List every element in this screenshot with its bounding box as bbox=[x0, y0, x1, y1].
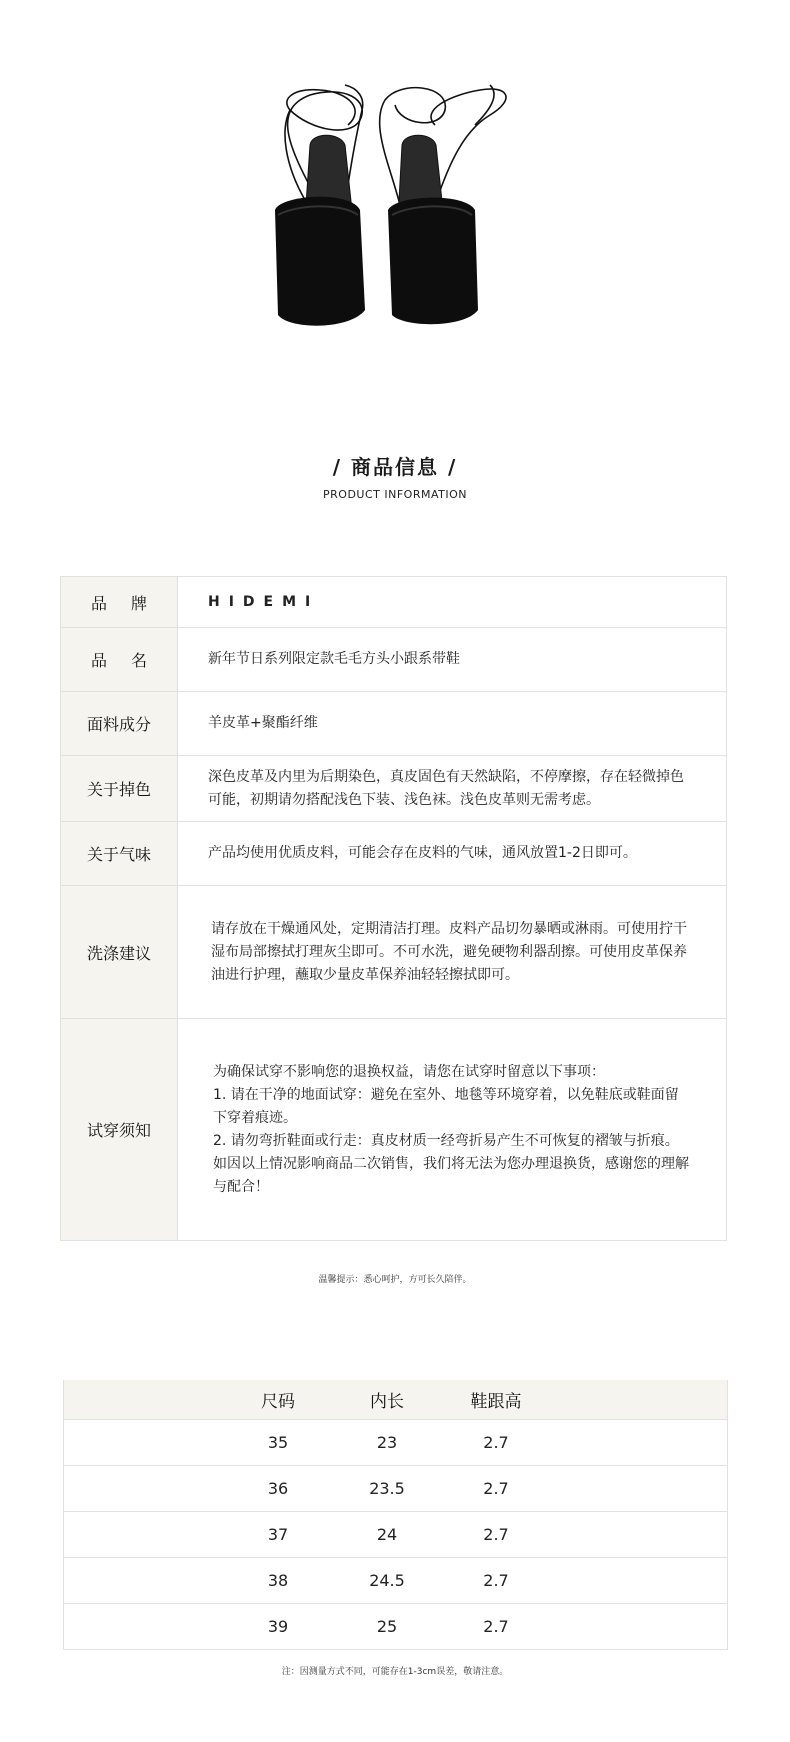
section-title-cn: / 商品信息 / bbox=[332, 455, 458, 479]
try-on-line: 1. 请在干净的地面试穿：避免在室外、地毯等环境穿着，以免鞋底或鞋面留下穿着痕迹。 bbox=[213, 1086, 679, 1126]
inner-length-cell: 23 bbox=[376, 1433, 398, 1452]
info-label: 面料成分 bbox=[61, 692, 178, 755]
info-row-name bbox=[61, 627, 726, 691]
info-row-try-on bbox=[61, 1018, 726, 1240]
info-label-text: 品牌 bbox=[90, 593, 171, 613]
care-value: 请存放在干燥通风处，定期清洁打理。皮料产品切勿暴晒或淋雨。可使用拧干湿布局部擦拭打理灰尘即可。不可水洗，避免硬物利器刮擦。可使用皮革保养油进行护理，蘸取少量皮革保养油轻轻擦拭即可。 bbox=[211, 920, 687, 983]
info-row-brand bbox=[61, 577, 726, 627]
info-row-odor bbox=[61, 821, 726, 885]
table-row bbox=[64, 1419, 727, 1465]
info-label: 洗涤建议 bbox=[61, 886, 178, 1018]
inner-length-cell: 24.5 bbox=[369, 1571, 405, 1590]
header-heel-height: 鞋跟高 bbox=[470, 1392, 522, 1412]
info-label bbox=[61, 628, 178, 691]
inner-length-cell: 23.5 bbox=[369, 1479, 405, 1498]
header-size: 尺码 bbox=[261, 1392, 295, 1412]
header-inner-length: 内长 bbox=[370, 1392, 404, 1412]
heel-height-cell: 2.7 bbox=[483, 1617, 509, 1636]
size-note: 注：因测量方式不同，可能存在1-3cm误差，敬请注意。 bbox=[281, 1667, 509, 1677]
info-row-color-fading bbox=[61, 755, 726, 821]
product-name-value: 新年节日系列限定款毛毛方头小跟系带鞋 bbox=[208, 651, 460, 667]
size-cell: 36 bbox=[267, 1479, 289, 1498]
size-cell: 38 bbox=[267, 1571, 289, 1590]
heel-height-cell: 2.7 bbox=[483, 1571, 509, 1590]
shoe-image bbox=[250, 70, 540, 340]
size-cell: 37 bbox=[267, 1525, 289, 1544]
try-on-line: 为确保试穿不影响您的退换权益，请您在试穿时留意以下事项： bbox=[213, 1063, 605, 1080]
size-table bbox=[63, 1380, 728, 1650]
table-row bbox=[64, 1511, 727, 1557]
info-label: 关于掉色 bbox=[61, 756, 178, 821]
product-image-area bbox=[0, 0, 790, 400]
try-on-value bbox=[178, 1019, 726, 1240]
try-on-line: 2. 请勿弯折鞋面或行走：真皮材质一经弯折易产生不可恢复的褶皱与折痕。 bbox=[213, 1132, 679, 1149]
heel-height-cell: 2.7 bbox=[483, 1479, 509, 1498]
info-row-care bbox=[61, 885, 726, 1018]
info-row-material bbox=[61, 691, 726, 755]
try-on-line: 如因以上情况影响商品二次销售，我们将无法为您办理退换货，感谢您的理解与配合！ bbox=[213, 1155, 689, 1195]
table-row bbox=[64, 1465, 727, 1511]
table-row bbox=[64, 1603, 727, 1649]
info-label: 关于气味 bbox=[61, 822, 178, 885]
brand-value: HIDEMI bbox=[208, 593, 320, 610]
care-note: 温馨提示：悉心呵护，方可长久陪伴。 bbox=[318, 1275, 472, 1285]
color-fading-value: 深色皮革及内里为后期染色，真皮固色有天然缺陷，不停摩擦，存在轻微掉色可能，初期请勿搭配浅色下装、浅色袜。浅色皮革则无需考虑。 bbox=[208, 768, 684, 808]
size-cell: 35 bbox=[267, 1433, 289, 1452]
section-title bbox=[0, 451, 790, 501]
heel-height-cell: 2.7 bbox=[483, 1525, 509, 1544]
heel-height-cell: 2.7 bbox=[483, 1433, 509, 1452]
odor-value: 产品均使用优质皮料，可能会存在皮料的气味，通风放置1-2日即可。 bbox=[208, 845, 637, 861]
inner-length-cell: 25 bbox=[376, 1617, 398, 1636]
size-table-header bbox=[64, 1380, 727, 1419]
info-label: 试穿须知 bbox=[61, 1019, 178, 1240]
table-row bbox=[64, 1557, 727, 1603]
size-cell: 39 bbox=[267, 1617, 289, 1636]
section-title-en: PRODUCT INFORMATION bbox=[323, 488, 467, 501]
product-info-table bbox=[60, 576, 727, 1241]
info-label bbox=[61, 577, 178, 627]
info-label-text: 品名 bbox=[90, 651, 171, 670]
inner-length-cell: 24 bbox=[376, 1525, 398, 1544]
material-value: 羊皮革+聚酯纤维 bbox=[208, 715, 318, 731]
